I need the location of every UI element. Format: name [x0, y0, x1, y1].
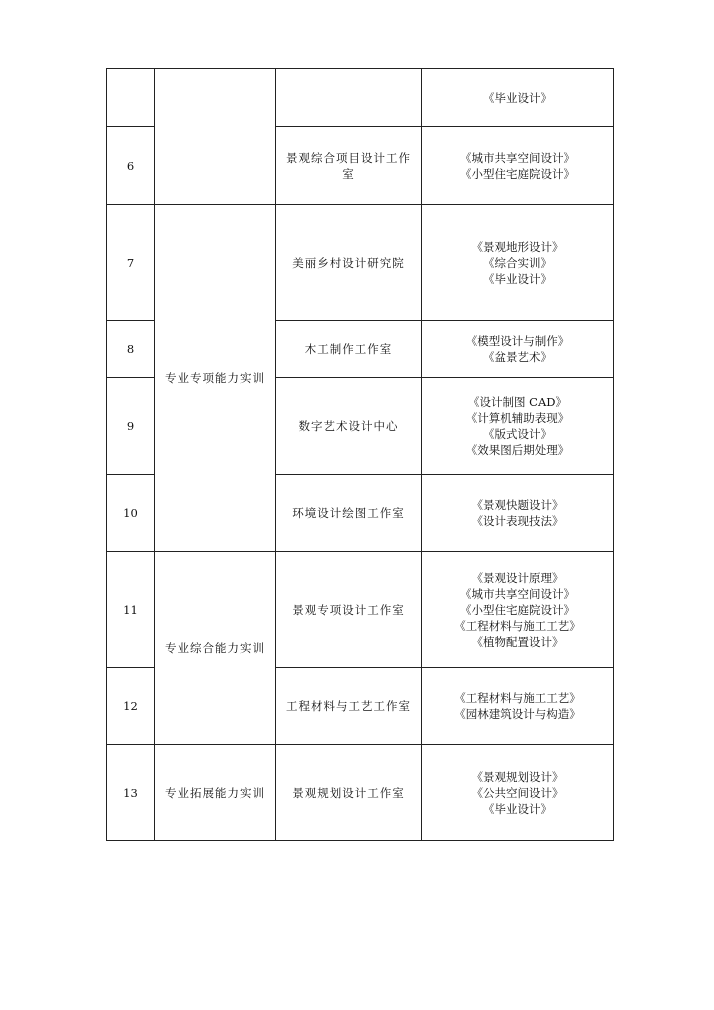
- course-list: [422, 378, 614, 475]
- course-item: 《城市共享空间设计》: [460, 586, 575, 601]
- course-item: 《模型设计与制作》: [465, 334, 570, 348]
- row-number: 8: [107, 321, 155, 378]
- course-list: [422, 205, 614, 321]
- course-item: 《毕业设计》: [483, 90, 552, 105]
- lab-name: 木工制作工作室: [276, 321, 422, 378]
- course-item: 《综合实训》: [483, 255, 552, 270]
- course-item: 《景观地形设计》: [471, 239, 564, 254]
- row-number: 12: [107, 668, 155, 745]
- course-list: [422, 745, 614, 841]
- lab-name: 景观专项设计工作室: [276, 552, 422, 668]
- course-list: [422, 475, 614, 552]
- course-list: [422, 127, 614, 205]
- course-table: [106, 68, 614, 841]
- row-number: 9: [107, 378, 155, 475]
- lab-name: [276, 69, 422, 127]
- training-type-cell: 专业专项能力实训: [155, 205, 276, 552]
- lab-name: 环境设计绘图工作室: [276, 475, 422, 552]
- course-item: 《工程材料与施工工艺》: [454, 691, 581, 705]
- course-list: [422, 69, 614, 127]
- course-item: 《计算机辅助表现》: [465, 411, 570, 425]
- course-item: 《毕业设计》: [483, 801, 552, 816]
- course-list: [422, 552, 614, 668]
- course-item: 《毕业设计》: [483, 271, 552, 286]
- row-number: 7: [107, 205, 155, 321]
- row-number: 11: [107, 552, 155, 668]
- course-item: 《设计表现技法》: [471, 514, 564, 528]
- course-item: 《植物配置设计》: [471, 634, 564, 649]
- lab-name: 景观规划设计工作室: [276, 745, 422, 841]
- course-item: 《景观设计原理》: [471, 570, 564, 585]
- course-item: 《小型住宅庭院设计》: [460, 166, 575, 181]
- course-item: 《版式设计》: [483, 427, 552, 441]
- course-item: 《效果图后期处理》: [465, 443, 570, 457]
- table-row: [107, 745, 614, 841]
- row-number: 6: [107, 127, 155, 205]
- training-type-cell: 专业拓展能力实训: [155, 745, 276, 841]
- lab-name: 景观综合项目设计工作室: [276, 127, 422, 205]
- course-item: 《工程材料与施工工艺》: [454, 618, 581, 633]
- course-list: [422, 321, 614, 378]
- lab-name: 工程材料与工艺工作室: [276, 668, 422, 745]
- training-type-cell: 专业综合能力实训: [155, 552, 276, 745]
- row-number: 10: [107, 475, 155, 552]
- table-row: [107, 205, 614, 321]
- table-row: [107, 69, 614, 127]
- course-item: 《景观规划设计》: [471, 769, 564, 784]
- course-item: 《园林建筑设计与构造》: [454, 707, 581, 721]
- lab-name: 美丽乡村设计研究院: [276, 205, 422, 321]
- course-item: 《盆景艺术》: [483, 350, 552, 364]
- row-number: 13: [107, 745, 155, 841]
- row-number: [107, 69, 155, 127]
- lab-name: 数字艺术设计中心: [276, 378, 422, 475]
- table-row: [107, 552, 614, 668]
- course-item: 《城市共享空间设计》: [460, 150, 575, 165]
- course-list: [422, 668, 614, 745]
- training-type-cell: [155, 69, 276, 205]
- course-item: 《景观快题设计》: [471, 498, 564, 512]
- course-item: 《公共空间设计》: [471, 785, 564, 800]
- course-item: 《设计制图 CAD》: [468, 395, 567, 409]
- course-item: 《小型住宅庭院设计》: [460, 602, 575, 617]
